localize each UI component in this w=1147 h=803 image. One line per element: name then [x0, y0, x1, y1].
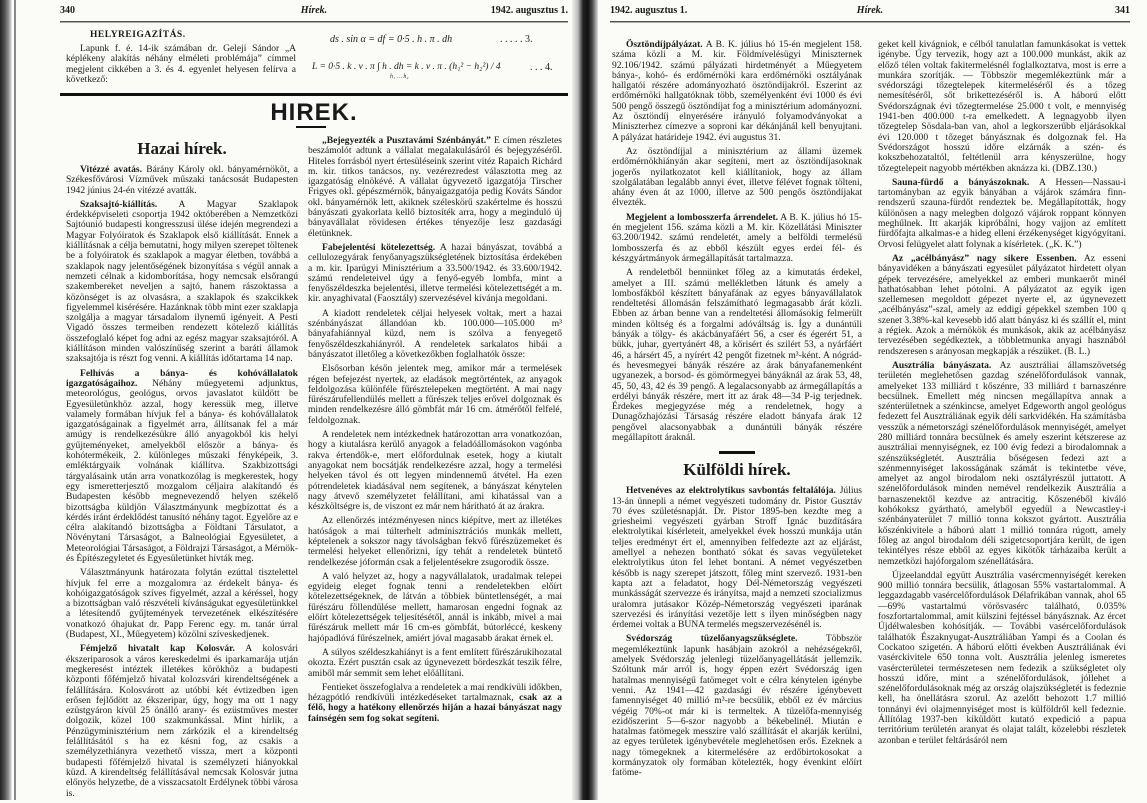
article-paragraph [612, 213, 862, 264]
equation-4: L = 0·5 . k . v . π ∫ h . dh = k . v . π . (h₁² − h₂²) / 4 [312, 62, 501, 72]
article-title: Fémjelző hivatalt kap Kolosvár. [80, 643, 235, 655]
article-text: A hazai bányászat, továbbá a cellulozegyárak fenyőanyagszükségletének biztosítása érdekében a m. kir. Iparügyi Minisztérium a 33.500/1942. és 33.600/1942. számú rendeleteivel úgy a fenyő-egyéb lombfa, mint a fenyőszéldeszka bejelentési, illetve termelési kötelezettségét a m. kir. anyaghivatal (Faosztály) szervezésével kívánja megoldani. [308, 241, 562, 305]
article-text: A Magyar Szaklapok érdekképviseleti csoportja 1942 októberében a Nemzetközi Sajtóunió budapesti kongresszusi ülése idején megrendezi a Magyar Folyóiratok és Szaklapok első kiállítását. Ennek a kiállításnak a célja bemutatni, hogy milyen szerepet töltenek be a folyóiratok és szaklapok a magyar életben, továbbá a szaklapok nagy jelentőségének bizonyítása s végül annak a nemzeti célnak a kidomborítása, hogy nemcsak elsőrangú szakembereket neveljen a sajtó, hanem rászoktassa a közönséget is az olvasásra, a szaklapok és szakcikkek figyelemmel kisérésére. Hazánknak több mint ezer szaklapja szolgálja a magyar társadalom ilynemű igényeit. A Pesti Vigadó összes termeiben rendezett kötelező kiállítás összefoglaló képet fog adni az egész magyar szaksajtóról. A kiállításon minden valószínűség szerint a baráti államok szaksajtója is részt fog venni. A kiállítás időtartama 14 nap. [66, 198, 298, 365]
article-text: A B. K. július hó 15-én megjelent 156. száma közli a M. kir. Közellátási Miniszter 63.200/1942. számú rendeletét, amely a belföldi termelésű lombosszerfa és az ebből készült egyes erdei fél- és készgyártmányok ármegállapítását tartalmazza. [612, 211, 862, 264]
article-paragraph [308, 683, 562, 724]
correction-notice [66, 30, 296, 85]
article-text: Elsősorban későn jelentek meg, amikor már a termelések régen befejezést nyertek, az eladások megtörténtek, az anyagok feldolgozása különféle fűrésztelepeken megtörtént. A mai nagy fűrészárufellendülés mellett a fűrészek teljes erővel dolgoznak és minden rendelkezésre álló gömbfát már 16 cm. átmérőtől felfelé, feldolgoznak. [308, 363, 562, 426]
article-paragraph [612, 634, 862, 778]
page-number: 341 [1115, 5, 1130, 16]
equation-4-number: . . . 4. [530, 62, 553, 73]
article-title: Hetvenéves az elektrolytikus savbontás feltalálója. [626, 485, 836, 497]
article-text: Az esseni bányavidéken a bányászati egyesület pályázatot hirdetett olyan gépek tervezésére, amelyekkel az emberi munkaerőt minél hathatósabban lehet pótolni. A pályázatot az egyik igen szellemesen megoldott gépezet nyerte el, az úgynevezett „acélbányász”-szal, amely az eddigi gépekkel szemben 100 q szenet 3.38%-kal kevesebb idő alatt bányász ki és szállít el, mint a régiek. Azok a mérnökök és munkások, akik az acélbányász tervezésében segédkeztek, a többletmunka anyagi hasznából rendszeresen s arányosan megkapják a részüket. (B. L.) [878, 252, 1126, 357]
correction-text: Lapunk f. é. 14-ik számában dr. Geleji Sándor „A képlékeny alakítás néhány elméleti problémája” címmel megjelent cikkében a 3. és 4. egyenlet helyesen felírva a következő: [66, 43, 296, 85]
article-text: Újzeelanddal együtt Ausztrália vasércmennyiségét kereken 900 millió tonnára becsülik, átlagosan 55% vastartalommal. A leggazdagabb vasércelőfordulások Délafrikában vannak, ahol 65—69% vastartalmú vörösvasérc található, 0.035% foszfortartalommal, amit külszini fejtéssel bányásznak. Az ércet Újdélwalesben kohósítják. — További vasércelőfordulások találhatók Északnyugat-Ausztráliában Yampi és a Coolan és Cockatoo szigetén. A háború előtti években Ausztráliának évi vasérckivitele 650 tonna volt. Ausztrália jelenleg ismeretes vasércterületei természetesen nem fedezik a szükségletet oly hosszú időre, mint a szénelőfordulások, jóllehet a szénelőfordulásoknak még az ország olajszükségletét is fedeznie kell, ha önellátásra szorul. Az azelőtt behozott 1.7 millió tonnányi évi olajmennyiséget most is külföldről kell fedeznie. Állítólag 1937-ben kiküldött kutató expedició a papua territórium területén aranyat és olajat talált, közelebbi részletek azonban e terület feltárásáról nem [878, 569, 1126, 746]
article-text: E címen részletes beszámolót adtunk a vállalat megalakulásáról és bejegyzéséről. Hiteles forrásból nyert értesüléseink szerint vitéz Rapaich Richárd m. kir. titkos tanácsos, ny. vezérezredest választotta meg az igazgatóság elnökévé. A vállalat ügyvezető igazgatója Tirscher Frigyes okl. gépészmérnök, bányaigazgatója pedig Kováts Sándor okl. bányamérnök lett, akiknek széleskörű szakértelme és hosszú bányászati gyakorlata kellő biztosíték arra, hogy a meginduló új bányavállalat rövidesen értékes tényezője lesz gazdasági életünknek. [308, 135, 562, 239]
article-paragraph [612, 147, 862, 209]
column-foreign-news-2 [878, 40, 1126, 750]
article-title: Ausztrália bányászata. [892, 359, 992, 371]
article-title: „Bejegyezték a Pusztavámi Szénbányát.” [322, 135, 491, 146]
article-text: Választmányunk határozata folytán ezúttal tisztelettel hívjuk fel erre a mozgalomra az érdekelt bánya- és kohóigazgatóságok szíves figyelmét, azzal a kéréssel, hogy a bizottságban való részvételi kívánságukat egyesületünkkel a létesítendő gyűjtemények tervezetének elkészítésére vonatkozó óhajukat dr. Papp Ferenc egy. m. tanár úrral (Budapest, XI., Műegyetem) közölni szíveskedjenek. [66, 567, 298, 641]
article-text: A B. K. július hó 15-én megjelent 158. száma közli a M. kir. Földmívelésügyi Miniszternek 92.106/1942. számú pályázati hirdetményét a Műegyetem bánya-, kohó- és erdőmérnöki kara erdőmérnöki osztályának hallgatói részére adományozható ösztöndíjakról. Eszerint az erdőmérnöki hallgatóknak több, személyenként évi 1000 és évi 500 pengő összegű ösztöndíjat fog a minisztérium adományozni. Az ösztöndíj elnyerésére irányuló folyamodványokat a Miniszterhez címezve a soproni kar dékánjánál kell benyujtani. A pályázat határideje 1942. évi augustus 31. [612, 39, 862, 143]
article-title: Szaksajtó-kiállítás. [80, 198, 158, 210]
article-title: Felhívás a bánya- és kohóvállalatok igazgatóságaihoz. [66, 367, 298, 389]
article-paragraph [308, 136, 562, 239]
section-divider [60, 93, 568, 96]
column-domestic-news [66, 133, 298, 803]
article-paragraph [308, 243, 562, 305]
article-paragraph [308, 430, 562, 512]
article-text: Az ösztöndíjjal a minisztérium az állami üzemek erdőmérnökhiányán akar segíteni, mert az ösztöndíjasoknak jogerős nyilatkozatot kell kiállítaniok, hogy az állam szolgálatában legalább annyi évet, illetve félévet fognak tölteni, ahány éven át az 1000, illetve az 500 pengős ösztöndíjakat élvezték. [612, 145, 862, 209]
column-scholarship-foreign-news [612, 40, 862, 783]
article-paragraph [878, 178, 1126, 250]
header-rule [610, 21, 1130, 23]
article-paragraph [612, 40, 862, 143]
article-title: Az „acélbányász” nagy sikere Essenben. [892, 252, 1077, 264]
article-title: Ösztöndíjpályázat. [626, 39, 703, 50]
article-paragraph [308, 648, 562, 679]
article-paragraph [878, 40, 1126, 174]
article-emphasis: csak az a félő, hogy a hatékony ellenőrzés hiján a hazai bányászat nagy fainségén sem fog sokat segíteni. [308, 692, 563, 724]
article-text: geket kell kivágniok, e célból tanulatlan famunkásokat is vettek igénybe. Úgy tervezik, hogy azt a 100.000 munkást, akik az előző télen voltak fakitermelésnél foglalkoztatva, most is erre a munkára szorítják. — Többször megemlékeztünk már a svédországi tőzegtelepek kitermeléséről és a tőzeg nemesítéséről, sőt brikettezéséről is. A háború előtt Svédországnak évi tőzegtermelése 25.000 t volt, e mennyiség 1941-ben 400.000 t-ra emelkedett. A legnagyobb ilyen tőzegtelep Sösdala-ban van, ahol a legkorszerűbb eljárásokkal évi 120.000 t tőzeget bányásznak és dolgoznak fel. Ha Svédországot hosszú időre elzárnák a szén- és kokszbehozataltól, feltétlenül arra kényszerülne, hogy tőzegtelepeit nagyobb mértékben aknázza ki. (DBZ.130.) [878, 39, 1126, 174]
article-text: A kolosvári ékszeriparosok a város kereskedelmi és iparkamarája utján megkeresést intéztek illetékes körökhöz a budapesti központi főfémjelző hivatal kolozsvári kirendeltségének a felállítására. Kolosvárott az utóbbi két évtizedben igen erősen fejlődött az ékszeripar, úgy, hogy ma ott 1 nagy ezüstgyáron kívül 25 önálló arany- és ezüstműves mester dolgozik, közel 100 szakmunkással. Mint hírlik, a Pénzügyminisztérium nem zárkózik el a kirendeltség felállításától s ha ez késni fog, az csakis a személyzethiányra vezethető vissza, mert a központi budapesti főfémjelző hivatal is személyzeti hiányokkal küzd. A kirendeltség felállításával nemcsak Kolosvár jutna előnyös helyzetbe, de a visszacsatolt Erdélynek többi városa is. [66, 643, 298, 799]
article-paragraph [66, 644, 298, 798]
article-paragraph [66, 369, 298, 565]
article-paragraph [66, 165, 298, 196]
running-title: Hírek. [300, 5, 328, 16]
section-heading: Külföldi hírek. [683, 460, 791, 480]
running-header [610, 5, 1130, 19]
book-binding-edge [0, 0, 12, 800]
article-title: Megjelent a lombosszerfa árrendelet. [626, 211, 779, 223]
article-paragraph [612, 268, 862, 443]
page-gutter [572, 0, 598, 800]
running-title: Hírek. [856, 5, 884, 16]
header-rule [60, 21, 568, 23]
article-paragraph [878, 254, 1126, 357]
article-paragraph [612, 486, 862, 630]
article-title: Vitézzé avatás. [80, 164, 142, 175]
section-heading: Hazai hírek. [137, 139, 227, 158]
article-paragraph [878, 361, 1126, 567]
issue-date: 1942. augusztus 1. [490, 5, 568, 16]
article-title: Fabejelentési kötelezettség. [322, 241, 436, 253]
left-page [60, 0, 568, 800]
article-text: Az ellenőrzés intézményesen nincs kiépítve, mert az illetékes hatóságok a mai túlterhelt adminisztrációs munkák mellett, képtelenek a sokszor nagy távolságban fekvő fűrészüzemeket és termelési helyeket ellenőrizni, így tehát a rendeletek büntető rendelkezése jóformán csak a feljelentésekre zsugorodik össze. [308, 515, 562, 568]
correction-title: HELYREIGAZÍTÁS. [90, 30, 186, 40]
article-text: Néhány műegyetemi adjunktus, meteorológus, geológus, orvos javaslatot küldött be Egyesületünkhöz azzal, hogy keressük meg, illetve valamely formában hívjuk fel a bánya- és kohóvállalatok igazgatóságainak a figyelmét arra, állítsanak fel a már amúgy is rendelkezésükre álló anyagokból kis helyi gyűjteményeket, amelyekből először a bánya- és kohótermékeik, 2. különleges műszaki fényképeik, 3. emléktárgyaik volnának kiállítva. Szakbizottsági tárgyalásaink után arra vonatkozólag is megkerestek, hogy egy ismeretterjesztő mozgalom céljaira alakítandó és Budapesten később megnevezendő helyen székelő bizottságba küldjön Választmányunk megbízottat és a kérdés iránt érdeklődést tanusító néhány tagot. Egyelőre az e célra alakítandó bizottságba a Földtani Társulatot, a Növénytani Társaságot, a Balneológiai Egyesületet, a Meteorológiai Társaságot, a Földrajzi Társaságot, a Mérnök- és Építészegyletet és Egyesületünket hívták meg. [66, 377, 298, 564]
article-paragraph [66, 200, 298, 365]
article-paragraph [308, 572, 562, 644]
article-text: A súlyos széldeszkahiányt is a fent említett fűrészárukihozatal okozta. Ezért pusztán csak az úgynevezett bördeszkát teszik félre, amiből már semmit sem lehet előállítani. [308, 646, 562, 679]
equation-3-number: . . . . . 3. [500, 34, 533, 45]
column-domestic-news-2 [308, 136, 562, 728]
article-text: A rendeletek nem intézkednek határozottan arra vonatkozóan, hogy a kiutalásra kerülő anyagok a feladóállomásokon vagónba rakva értendők-e, mert előfordulnak esetek, hogy a kiutalt anyagokat nem bocsátják rendelkezésre azzal, hogy a termelési helyeken távol és ott legyen mindennemű átvétel. Ha ezen pótrendeletek kiadásával nem segítenek, a bányászat kénytelen nagy átvevő személyzetet felállítani, ami kihatással van a készköltségre is, de viszont ez már nem hárítható át az árakra. [308, 429, 562, 513]
article-text: Az ausztráliai államszövetség területén meglehetősen gazdag szénelőfordulások vannak, amelyeket 133 milliárd t kőszénre, 33 milliárd t barnaszénre becsülnek. Emellett még nincsen megállapítva annak a szénterületnek a szénkincse, amelyet Edgeworth angol geológus fedezett fel Ausztráliának egyik déli sarkvidékén. Ha számításba vesszük a németországi szénelőfordulások mennyiségét, amelyet 280 milliárd tonnára becsülnek és amely eszerint kétszerese az ausztráliai mennyiségnek, ez 100 évig fedezi a birodalomnak a szénszükségletét. Ausztrália bőségesen fedezi azt a szénmennyiséget lakosságának számát is tekintetbe véve, amelyet az angol birodalom neki osztályrészül juttatott. A szénelőfordulások minden nemével rendelkezik Ausztrália a barnaszenektől kezdve az antracitig. Kőszenéből kiváló kohókoksz gyártható, amelyből egyedül a Newcastley-i szénbányaterület 7 millió tonna kokszot gyártott. Ausztrália kőszénkivitele a háború alatt 1 millió tonnára rúgott, amely főleg az angol birodalom déli szigetcsoportjára került, de igen tekintélyes része ebből az egyes kikötők tárházaiba került a nemzetközi hajóforgalom szénellátására. [878, 359, 1126, 567]
article-title: Svédország tüzelőanyagszükséglete. [626, 633, 798, 645]
article-title: Sauna-fürdő a bányászoknak. [892, 176, 1030, 188]
article-text: A való helyzet az, hogy a nagyvállalatok, uradalmak telepei egyideig eleget fognak tenni a rendeletekben előírt kötelezettségeknek, de látván a többiek büntetlenségét, a mai fűrészáru föllendülése mellett, hamarosan engedni fognak az előírt kötelezettségek teljesítésétől, annál is inkább, mivel a mai fűrészáruk mellett már 16 cm-es gömbfát, bútorléccé, keskeny hajópadlóvá fűrészelnek, amiért jóval magasabb árakat érnek el. [308, 570, 562, 644]
article-text: A kiadott rendeletek céljai helyesek voltak, mert a hazai szénbányászat állandóan kb. 100.000—105.000 m³ bányafahiánnyal küzd, nem is szólva a fenyegető fenyőszéldeszkahiányról. A rendeletek sarkalatos hibái a bányászatot illetőleg a következőkben foglalhatók össze: [308, 307, 562, 360]
article-paragraph [308, 364, 562, 426]
article-text: Bárány Károly okl. bányamérnököt, a Székesfővárosi Vízművek műszaki tanácsosát Budapesten 1942 június 24-én vitézzé avatták. [66, 164, 298, 196]
equation-4-limits: h₁ … h₂ [390, 74, 409, 80]
article-text: Fentieket összefoglalva a rendeletek a mai rendkívüli időkben, hézagpótló rendkívüli intézkedéseket tartalmaznak, [308, 681, 562, 704]
page-number: 340 [60, 5, 75, 16]
article-text: Többször megemlékeztünk lapunk hasábjain azokról a nehézségekről, amelyek Svédország jelenlegi tüzelőanyagellátását jellemzik. Szóltunk már arról is, hogy éppen ezért Svédország igen hatalmas mennyiségű fatömeget volt e célra kénytelen igénybe venni. Az 1941—42 gazdasági év részére igénybevett famennyiséget 40 millió m³-re becsülik, ebből ez év március végéig 70%-ot már ki is termeltek. A tüzelőfa-mennyiség ezidőszerint 5—6-szor nagyobb a békebelinél. Miután e hatalmas fatömegek messzire való szállítását el akarják kerülni, az egyes területek igénybevétele meglehetősen erős. Ezeknek a nagy tömegeknek a kitermelésére az erdőbirtokosokat a kormányzatok oly formában kötelezték, hogy évenkint előírt fatöme- [612, 633, 862, 779]
equation-3: ds . sin α = df = 0·5 . h . π . dh [330, 34, 453, 45]
article-text: Július 13-án ünnepli a német vegyészeti tudomány dr. Pistor Gusztáv 70 éves születésnapját. Dr. Pistor 1895-ben kezdte meg a griesheimi vegyészeti gyárban Stroff Ignác buzdítására elektrolytikai kísérleteit, amelyekkel évek hosszú munkája után teljes eredményt ért el, amennyiben felfedezte azt az eljárást, amellyel a nehezen bontható sókat és savas vegyületeket elektrolytikus úton fel lehet bontani. A német vegyészetben később is nagy szerepet játszott, főleg mint szervező. 1931-ben kapta azt a feladatot, hogy Dél-Németország vegyészeti munkásságát szervezze és irányítsa, majd a nemzeti szocializmus uralomra jutásakor Közép-Németország vegyészeti iparának szervezési és irányítási vezetője lett s ilyen minőségben nagy érdemei voltak a BUNA termelés megszervezésénél is. [612, 485, 863, 631]
article-text: A Hessen—Nassau-i tartományban az egyik bányában a vájárok számára finn-rendszerű szauna-fürdőt rendeztek be. Megállapították, hogy különösen a nagy melegben dolgozó vájárok roppant könnyen meghűlnek. Itt akarják kipróbálni, hogy vajjon az említett fürdőfajta alkalmas-e a hideg elleni érzékenységet kigyógyítani. Orvosi felügyelet alatt folynak a kísérletek. („K. K.”) [878, 176, 1126, 250]
right-page [610, 0, 1130, 800]
article-paragraph [66, 568, 298, 640]
issue-date: 1942. augusztus 1. [610, 5, 688, 16]
section-rule [719, 451, 755, 454]
title-underline [296, 126, 326, 128]
binding-line [14, 0, 16, 800]
article-paragraph [308, 309, 562, 360]
article-paragraph [308, 516, 562, 567]
news-main-title: HIREK. [270, 99, 358, 126]
running-header [60, 5, 568, 19]
article-text: A rendeletből bennünket főleg az a kimutatás érdekel, amelyet a III. számú mellékletben látunk és amely a lombosfákból készített bányafának az egyes bányavállalatok rendeltetési állomásán felszámítható legmagasabb árát közli. Ebben az árban benne van a rendeltetési állomásokig felmerült minden költség és a forgalmi adóváltság is. Így a dunántúli bányák a tölgy- és akácbányafáért 56, a cser és égerért 51, a bükk, juhar, gyertyánért 48, a kőrisért és szilért 53, a nyárfáért 46, a hársért 45, a nyírért 42 pengőt fizetnek m³-ként. A nógrád- és hevesmegyei bányák részére az árak bányafanemenként ugyanezek, a borsod- és gömörmegyei bányáknál az árak 53, 48, 45, 50, 43, 42 és 39 pengő. A legalacsonyabb az ármegállapítás a erdélyi bányák részére, mert itt az árak 48—34 P-ig terjednek. Érdekes megjegyzése még a rendeletnek, hogy a Dunagőzhajózási Társaság részére eladott bányafa árak 12 pengővel alacsonyabbak a dunántúli bányák részére megállapított áraknál. [612, 267, 862, 443]
article-paragraph [878, 571, 1126, 746]
